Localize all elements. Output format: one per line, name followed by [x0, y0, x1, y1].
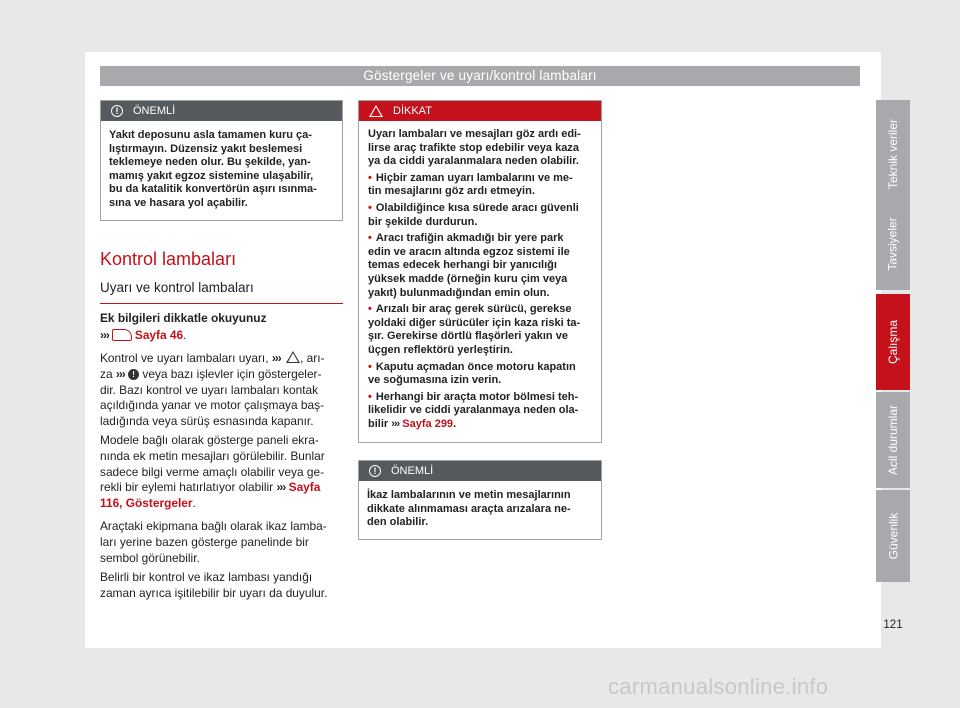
text: Uyarı lambaları ve mesajları göz ardı edi-	[368, 128, 581, 140]
text: yakıt) bulunmadığından emin olun.	[368, 286, 550, 299]
para-line	[100, 367, 345, 383]
para-line: ları yerine bazen gösterge panelinde bir	[100, 534, 309, 549]
text: tin mesajlarını göz ardı etmeyin.	[368, 185, 535, 198]
text: şır. Gerekirse dörtlü flaşörleri yakın ve	[368, 330, 568, 343]
tab-label: Çalışma	[886, 319, 901, 365]
text: üçgen reflektörü yerleştirin.	[368, 343, 513, 356]
para-line	[100, 350, 345, 367]
para-line: sadece bilgi verme amaçlı olabilir veya ge-	[100, 464, 325, 479]
page-header: Göstergeler ve uyarı/kontrol lambaları	[100, 66, 860, 86]
text: likelidir ve ciddi yaralanmaya neden ola-	[368, 404, 579, 417]
note-header	[101, 101, 342, 121]
paragraph-1	[100, 350, 345, 430]
warning-bullet	[368, 202, 593, 229]
para-line: Belirli bir kontrol ve ikaz lambası yandığı	[100, 570, 313, 584]
text: Arızalı bir araç gerek sürücü, gerekse	[375, 303, 572, 316]
para-line	[100, 480, 345, 496]
chevron-icon: ›››	[391, 417, 400, 430]
para-line: Modele bağlı olarak gösterge paneli ekra-	[100, 433, 319, 447]
note-line: sına ve hasara yol açabilir.	[109, 196, 248, 209]
tab-label: Güvenlik	[886, 512, 900, 560]
text: Kaputu açmadan önce motoru kapatın	[375, 360, 576, 373]
warning-triangle-icon	[369, 105, 383, 117]
note-line: den olabilir.	[367, 516, 429, 529]
text: Kontrol ve uyarı lambaları uyarı,	[100, 351, 272, 365]
paragraph-4	[100, 570, 345, 602]
chevron-icon: ›››	[271, 351, 281, 365]
tab-acil-durumlar[interactable]	[876, 392, 910, 488]
warning-text	[359, 121, 601, 442]
para-line: dir. Bazı kontrol ve uyarı lambaları kontak	[100, 382, 319, 397]
tab-label: Tavsiyeler	[886, 217, 901, 271]
note-line: Yakıt deposunu asla tamamen kuru ça-	[109, 129, 312, 141]
tab-label: Acil durumlar	[886, 404, 900, 476]
section-title: Kontrol lambaları	[100, 249, 237, 269]
text: yoldaki diğer sürücüler için kaza riski ta-	[368, 316, 581, 329]
text: Hiçbir zaman uyarı lambalarını ve me-	[375, 171, 573, 184]
section-divider	[100, 303, 343, 304]
text: rekli bir eylemi hatırlatıyor olabilir	[100, 480, 277, 495]
text: bir şekilde durdurun.	[368, 215, 478, 228]
para-line: ladığında veya sürüş esnasında kapanır.	[100, 414, 314, 429]
warning-bullet	[368, 391, 593, 432]
text: ve soğumasına izin verin.	[368, 374, 502, 387]
para-line: zaman ayrıca işitilebilir bir uyarı da duyulur.	[100, 585, 328, 600]
text: ya da ciddi yaralanmalara neden olabilir.	[368, 155, 579, 168]
punctuation: .	[453, 417, 457, 430]
note-label: ÖNEMLİ	[133, 105, 176, 117]
warning-intro	[368, 128, 593, 169]
para-line	[100, 496, 345, 512]
paragraph-2	[100, 433, 345, 512]
note-line: mamış yakıt egzoz sistemine ulaşabilir,	[109, 169, 314, 182]
tab-tavsiyeler[interactable]	[876, 198, 910, 290]
note-label: ÖNEMLİ	[391, 465, 434, 477]
warning-bullet	[368, 303, 593, 357]
text: yüksek madde (örneğin kuru çim veya	[368, 272, 568, 285]
note-box-important-2	[358, 460, 602, 540]
text: edin ve aracın altında egzoz sistemi ile	[368, 245, 570, 258]
info-circle-icon: !	[369, 465, 381, 477]
text: , arı-	[300, 351, 325, 365]
note-line: dikkate alınmaması araçta arızalara ne-	[367, 502, 571, 515]
warning-box	[358, 100, 602, 443]
tab-teknik-veriler[interactable]	[876, 100, 910, 207]
text: lirse araç trafikte stop edebilir veya kaza	[368, 141, 579, 154]
punctuation: .	[192, 496, 196, 511]
para-line: açıldığında yanar ve motor çalışmaya baş-	[100, 398, 325, 413]
warning-bullet	[368, 172, 593, 199]
note-line: lıştırmayın. Düzensiz yakıt beslemesi	[109, 142, 303, 155]
note-text	[101, 121, 342, 220]
intro-paragraph	[100, 311, 345, 344]
text: temas edecek herhangi bir yanıcılığı	[368, 259, 557, 272]
page-link[interactable]: Sayfa 299	[399, 417, 454, 430]
info-dot-icon: !	[128, 369, 139, 380]
page-number: 121	[883, 619, 903, 631]
note-line: bu da katalitik konvertörün aşırı ısınma-	[109, 183, 317, 196]
note-line: teklemeye neden olur. Bu şekilde, yan-	[109, 156, 311, 169]
book-icon	[112, 329, 132, 341]
chevron-icon: ›››	[100, 327, 109, 342]
warning-triangle-icon	[286, 351, 300, 363]
text: veya bazı işlevler için göstergeler-	[139, 366, 322, 381]
para-line: sembol görünebilir.	[100, 550, 200, 565]
note-text	[359, 481, 601, 539]
section-subtitle: Uyarı ve kontrol lambaları	[100, 280, 254, 295]
intro-link-line	[100, 327, 345, 344]
text: Olabildiğince kısa sürede aracı güvenli	[375, 201, 579, 214]
warning-header	[359, 101, 601, 121]
tab-label: Teknik veriler	[886, 118, 900, 189]
para-line: Araçtaki ekipmana bağlı olarak ikaz lamba-	[100, 519, 327, 533]
page-link[interactable]: Sayfa 46	[134, 327, 184, 342]
watermark: carmanualsonline.info	[608, 674, 829, 699]
text: Aracı trafiğin akmadığı bir yere park	[375, 232, 564, 245]
info-circle-icon: !	[111, 105, 123, 117]
note-line: İkaz lambalarının ve metin mesajlarının	[367, 489, 571, 501]
chevron-icon: ›››	[115, 366, 125, 381]
warning-bullet	[368, 361, 593, 388]
intro-line: Ek bilgileri dikkatle okuyunuz	[100, 311, 267, 325]
note-header	[359, 461, 601, 481]
text: za	[100, 366, 116, 381]
note-box-important	[100, 100, 343, 221]
tab-guvenlik[interactable]	[876, 490, 910, 582]
warning-bullet	[368, 232, 593, 300]
text: bilir	[368, 417, 392, 430]
page-link[interactable]: Sayfa	[285, 480, 321, 495]
text: Herhangi bir araçta motor bölmesi teh-	[375, 390, 579, 403]
chevron-icon: ›››	[276, 480, 286, 495]
warning-label: DİKKAT	[393, 105, 432, 117]
para-line: nında ek metin mesajları görülebilir. Bunlar	[100, 448, 325, 463]
tab-calisma[interactable]	[876, 294, 910, 390]
page-link[interactable]: 116, Göstergeler	[100, 496, 193, 511]
paragraph-3	[100, 519, 345, 566]
punctuation: .	[183, 327, 187, 342]
